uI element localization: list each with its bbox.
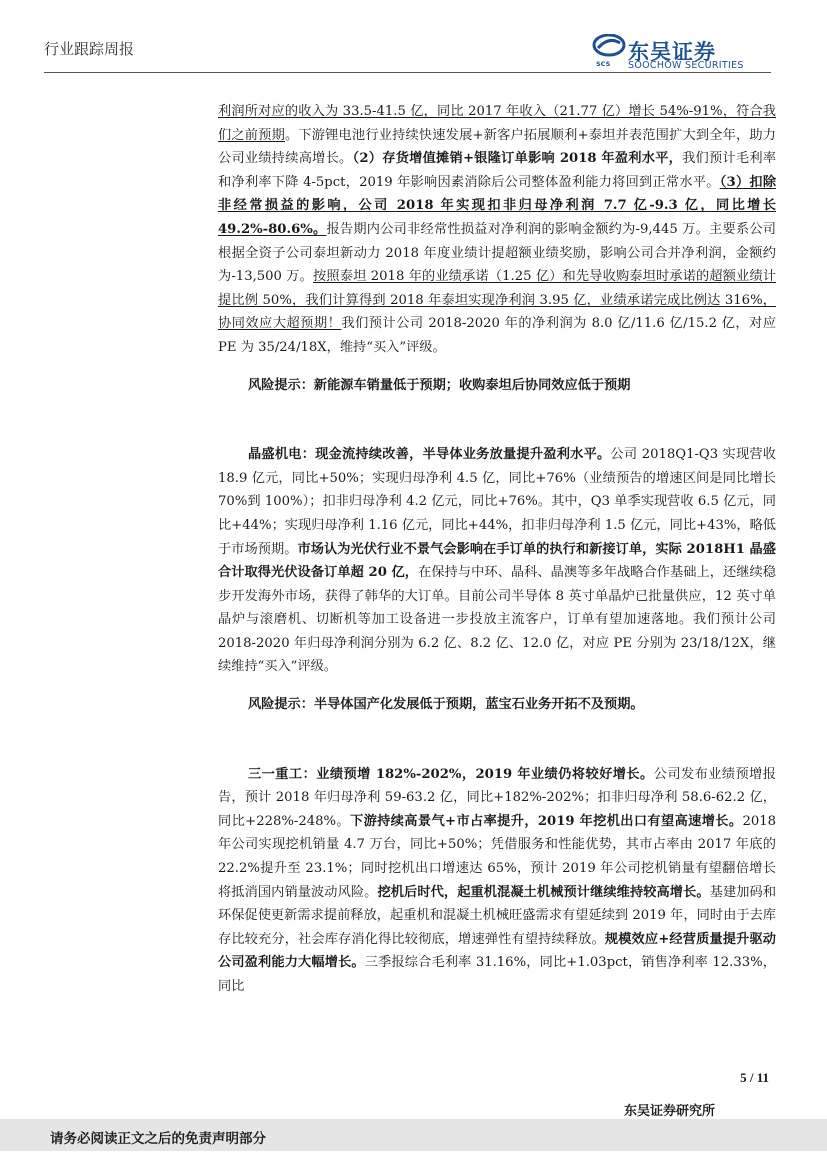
page-number: 5 / 11	[740, 1070, 769, 1085]
p3-bold-2: 下游持续高景气+市占率提升，2019 年挖机出口有望高速增长。	[350, 813, 743, 829]
p2-text-1: 公司 2018Q1-Q3 实现营收 18.9 亿元，同比+50%；实现归母净利 4.5 亿，同比+76%（业绩预告的增速区间是同比增长 70%到 100%）；扣非归母净利 4.2 亿元，同比+76%。其中，Q3 单季实现营收 6.5 亿元，同比+44%；实现归母净利 1.16 亿元，同比+44%，扣非归母净利 1.5 亿元，同比+43%，略低于市场预期。	[218, 447, 776, 557]
risk-note-2: 风险提示：半导体国产化发展低于预期，蓝宝石业务开拓不及预期。	[248, 697, 644, 713]
p1-bold-2: （3）扣除非经常损益的影响，公司 2018 年实现扣非归母净利润 7.7 亿-9.3 亿，同比增长 49.2%-80.6%。	[218, 174, 777, 237]
p1-text-3: 报告期内公司非经常性损益对净利润的影响金额约为-9,445 万。主要系公司根据全资子公司泰坦新动力 2018 年度业绩计提超额业绩奖励，影响公司合并净利润，金额约为-13,500 万。	[218, 221, 776, 285]
p3-text-2: 2018 年公司实现挖机销量 4.7 万台，同比+50%；凭借服务和性能优势，其市占率由 2017 年底的 22.2%提升至 23.1%；同时挖机出口增速达 65%，预计 2019 年公司挖机销量有望翻倍增长将抵消国内销量波动风险。	[218, 813, 776, 900]
paragraph-jingsheng	[218, 443, 776, 679]
p1-bold-1: （2）存货增值摊销+银隆订单影响 2018 年盈利水平，	[352, 151, 683, 167]
p3-bold-4: 规模效应+经营质量提升驱动公司盈利能力大幅增长。	[218, 931, 776, 971]
p3-text-4: 三季报综合毛利率 31.16%，同比+1.03pct，销售净利率 12.33%，同比	[218, 955, 776, 994]
research-institute-name: 东吴证券研究所	[623, 1104, 715, 1119]
p1-text-4: 我们预计公司 2018-2020 年的净利润为 8.0 亿/11.6 亿/15.2 亿，对应 PE 为 35/24/18X，维持“买入”评级。	[218, 316, 777, 355]
disclaimer-notice: 请务必阅读正文之后的免责声明部分	[50, 1131, 266, 1147]
risk-note-1: 风险提示：新能源车销量低于预期；收购泰坦后协同效应低于预期	[248, 377, 631, 393]
p3-text-3: 基建加码和环保促使更新需求提前释放，起重机和混凝土机械旺盛需求有望延续到 2019 年，同时由于去库存比较充分，社会库存消化得比较彻底，增速弹性有望持续释放。	[218, 884, 777, 947]
logo-chinese-name: 东吴证券	[628, 40, 716, 64]
p3-bold-1: 三一重工：业绩预增 182%-202%，2019 年业绩仍将较好增长。	[248, 766, 654, 782]
report-type-label: 行业跟踪周报	[44, 40, 135, 58]
logo-abbreviation: SCS	[596, 60, 611, 68]
header-divider	[44, 72, 771, 73]
footer-bar	[0, 1119, 827, 1151]
p1-underlined-1: 利润所对应的收入为 33.5-41.5 亿，同比 2017 年收入（21.77 亿）增长 54%-91%，符合我们之前预期	[218, 104, 776, 143]
p3-bold-3: 挖机后时代，起重机混凝土机械预计继续维持较高增长。	[377, 884, 710, 900]
p2-bold-1: 晶盛机电：现金流持续改善，半导体业务放量提升盈利水平。	[248, 447, 611, 463]
paragraph-sany	[218, 763, 776, 999]
p2-bold-2: 市场认为光伏行业不景气会影响在手订单的执行和新接订单，实际 2018H1 晶盛合计取得光伏设备订单超 20 亿，	[218, 541, 776, 581]
main-content	[218, 100, 776, 999]
paragraph-xiandao	[218, 100, 776, 360]
logo-english-name: SOOCHOW SECURITIES	[628, 60, 744, 71]
p2-text-2: 在保持与中环、晶科、晶澳等多年战略合作基础上，还继续稳步开发海外市场，获得了韩华的大订单。目前公司半导体 8 英寸单晶炉已批量供应，12 英寸单晶炉与滚磨机、切断机等加工设备进一步投放主流客户，订单有望加速落地。我们预计公司 2018-2020 年归母净利润分别为 6.2 亿、8.2 亿、12.0 亿，对应 PE 分别为 23/18/12X，继续维持“买入”评级。	[218, 565, 776, 675]
company-logo	[592, 34, 782, 74]
p1-underlined-2: 按照泰坦 2018 年的业绩承诺（1.25 亿）和先导收购泰坦时承诺的超额业绩计提比例 50%，我们计算得到 2018 年泰坦实现净利润 3.95 亿，业绩承诺完成比例达 316%，协同效应大超预期！	[218, 269, 777, 332]
p1-text-2: 我们预计毛利率和净利率下降 4-5pct，2019 年影响因素消除后公司整体盈利能力将回到正常水平。	[218, 151, 777, 190]
p3-text-1: 公司发布业绩预增报告，预计 2018 年归母净利 59-63.2 亿，同比+182%-202%；扣非归母净利 58.6-62.2 亿，同比+228%-248%。	[218, 766, 776, 829]
logo-icon	[592, 34, 626, 60]
p1-text-1: 。下游锂电池行业持续快速发展+新客户拓展顺利+泰坦并表范围扩大到全年，助力公司业绩持续高增长。	[218, 127, 776, 167]
